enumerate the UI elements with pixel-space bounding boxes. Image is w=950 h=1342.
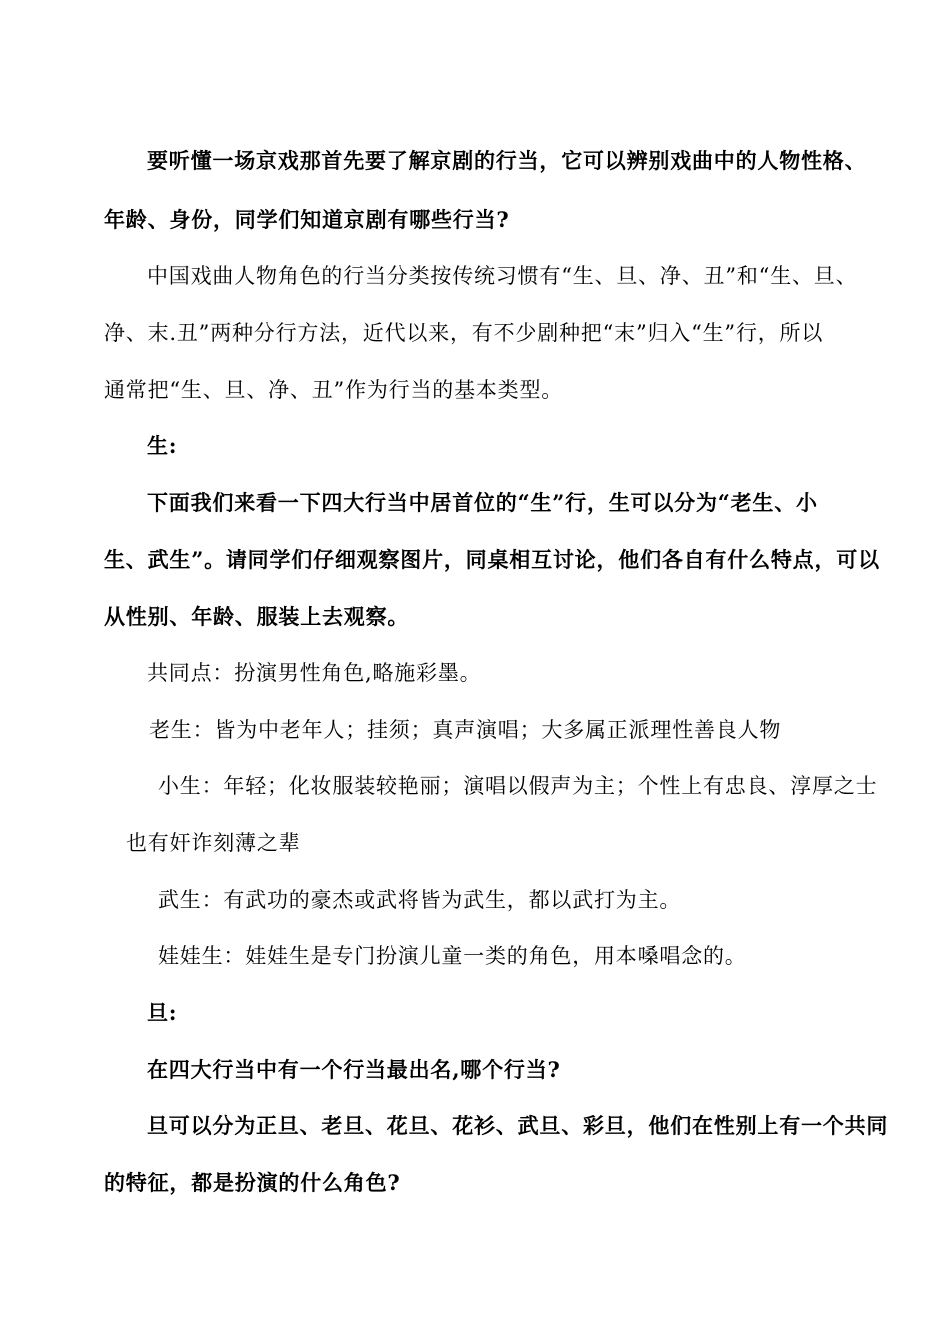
dan-question-line: 在四大行当中有一个行当最出名,哪个行当? <box>147 1057 561 1082</box>
sheng-question-line-3: 从性别、年龄、服装上去观察。 <box>104 604 410 629</box>
dan-types-line-2: 的特征，都是扮演的什么角色? <box>104 1170 401 1195</box>
dan-types-line-1: 旦可以分为正旦、老旦、花旦、花衫、武旦、彩旦，他们在性别上有一个共同 <box>147 1113 889 1138</box>
wusheng-line: 武生：有武功的豪杰或武将皆为武生，都以武打为主。 <box>158 888 682 912</box>
xiaosheng-line-1: 小生：年轻；化妆服装较艳丽；演唱以假声为主；个性上有忠良、淳厚之士 <box>158 774 878 798</box>
sheng-question-line-1: 下面我们来看一下四大行当中居首位的“生”行，生可以分为“老生、小 <box>147 490 818 515</box>
classification-paragraph-line-2: 净、末.丑”两种分行方法，近代以来，有不少剧种把“末”归入“生”行，所以 <box>104 321 824 345</box>
wawasheng-line: 娃娃生：娃娃生是专门扮演儿童一类的角色，用本嗓唱念的。 <box>158 944 747 968</box>
intro-question-line-1: 要听懂一场京戏那首先要了解京剧的行当，它可以辨别戏曲中的人物性格、 <box>147 148 867 173</box>
intro-question-line-2: 年龄、身份，同学们知道京剧有哪些行当? <box>104 207 510 232</box>
laosheng-line: 老生：皆为中老年人；挂须；真声演唱；大多属正派理性善良人物 <box>149 718 782 742</box>
common-traits-line: 共同点：扮演男性角色,略施彩墨。 <box>147 661 482 685</box>
classification-paragraph-line-1: 中国戏曲人物角色的行当分类按传统习惯有“生、旦、净、丑”和“生、旦、 <box>147 264 858 288</box>
xiaosheng-line-2: 也有奸诈刻薄之辈 <box>126 831 301 855</box>
sheng-heading: 生: <box>147 433 178 458</box>
sheng-question-line-2: 生、武生”。请同学们仔细观察图片，同桌相互讨论，他们各自有什么特点，可以 <box>104 547 880 572</box>
classification-paragraph-line-3: 通常把“生、旦、净、丑”作为行当的基本类型。 <box>104 378 564 402</box>
dan-heading: 旦: <box>147 1000 178 1025</box>
